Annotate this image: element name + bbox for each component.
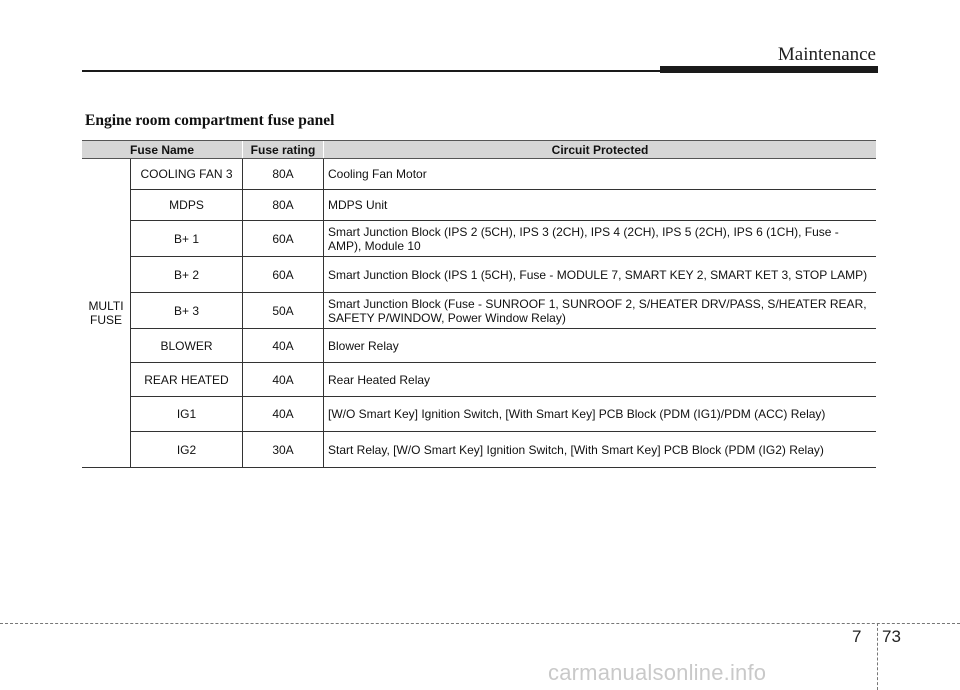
fuse-name-cell: B+ 2 bbox=[131, 257, 243, 293]
table-row bbox=[82, 221, 876, 257]
column-header-fuse-name: Fuse Name bbox=[82, 141, 243, 159]
fuse-rating-cell: 40A bbox=[243, 363, 324, 397]
fuse-name-cell: B+ 3 bbox=[131, 293, 243, 329]
table-header-row bbox=[82, 141, 876, 159]
fuse-name-cell: IG2 bbox=[131, 432, 243, 468]
table-row bbox=[82, 363, 876, 397]
fuse-rating-cell: 80A bbox=[243, 159, 324, 190]
table-row bbox=[82, 293, 876, 329]
circuit-cell: [W/O Smart Key] Ignition Switch, [With Smart Key] PCB Block (PDM (IG1)/PDM (ACC) Relay) bbox=[324, 397, 877, 432]
circuit-cell: Start Relay, [W/O Smart Key] Ignition Switch, [With Smart Key] PCB Block (PDM (IG2) Relay) bbox=[324, 432, 877, 468]
fuse-rating-cell: 40A bbox=[243, 397, 324, 432]
circuit-cell: Smart Junction Block (IPS 1 (5CH), Fuse - MODULE 7, SMART KEY 2, SMART KET 3, STOP LAMP) bbox=[324, 257, 877, 293]
column-header-fuse-rating: Fuse rating bbox=[243, 141, 324, 159]
circuit-cell: Smart Junction Block (IPS 2 (5CH), IPS 3 (2CH), IPS 4 (2CH), IPS 5 (2CH), IPS 6 (1CH), Fuse - AMP), Module 10 bbox=[324, 221, 877, 257]
circuit-cell: Smart Junction Block (Fuse - SUNROOF 1, SUNROOF 2, S/HEATER DRV/PASS, S/HEATER REAR, SAFETY P/WINDOW, Power Window Relay) bbox=[324, 293, 877, 329]
group-label-multi-fuse: MULTI FUSE bbox=[82, 159, 131, 468]
table-row bbox=[82, 432, 876, 468]
circuit-cell: MDPS Unit bbox=[324, 190, 877, 221]
fuse-rating-cell: 40A bbox=[243, 329, 324, 363]
table-row bbox=[82, 159, 876, 190]
chapter-number: 7 bbox=[852, 627, 862, 646]
fuse-name-cell: BLOWER bbox=[131, 329, 243, 363]
fuse-name-cell: B+ 1 bbox=[131, 221, 243, 257]
fuse-name-cell: IG1 bbox=[131, 397, 243, 432]
fuse-rating-cell: 50A bbox=[243, 293, 324, 329]
footer-dashed-rule bbox=[0, 623, 960, 624]
watermark: carmanualsonline.info bbox=[548, 660, 767, 685]
column-header-circuit-protected: Circuit Protected bbox=[324, 141, 877, 159]
circuit-cell: Rear Heated Relay bbox=[324, 363, 877, 397]
table-row bbox=[82, 397, 876, 432]
fuse-rating-cell: 60A bbox=[243, 257, 324, 293]
fuse-rating-cell: 80A bbox=[243, 190, 324, 221]
fuse-rating-cell: 60A bbox=[243, 221, 324, 257]
fuse-name-cell: COOLING FAN 3 bbox=[131, 159, 243, 190]
circuit-cell: Blower Relay bbox=[324, 329, 877, 363]
fuse-name-cell: REAR HEATED bbox=[131, 363, 243, 397]
circuit-cell: Cooling Fan Motor bbox=[324, 159, 877, 190]
fuse-rating-cell: 30A bbox=[243, 432, 324, 468]
header-rule bbox=[82, 70, 664, 72]
table-row bbox=[82, 190, 876, 221]
table-row bbox=[82, 257, 876, 293]
footer-dashed-divider bbox=[877, 623, 878, 690]
fuse-name-cell: MDPS bbox=[131, 190, 243, 221]
header-bar bbox=[660, 66, 878, 73]
section-header-title: Maintenance bbox=[777, 44, 876, 65]
page-number: 73 bbox=[882, 627, 901, 646]
table-row bbox=[82, 329, 876, 363]
fuse-table bbox=[82, 140, 876, 468]
page-title: Engine room compartment fuse panel bbox=[85, 112, 335, 129]
